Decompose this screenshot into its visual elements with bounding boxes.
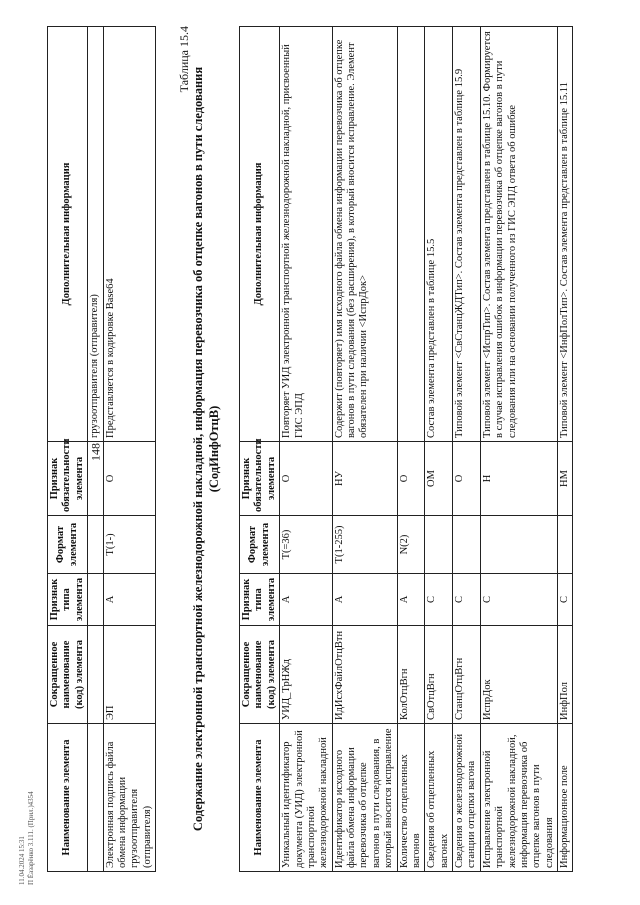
cell-name: Уникальный идентификатор документа (УИД) электронной транспортной железнодорожной накладной — [280, 724, 333, 872]
rotated-page-content — [25, 12, 615, 892]
table-row — [558, 27, 573, 872]
cell-req: Н — [480, 442, 557, 516]
cell-name: Исправление электронной транспортной железнодорожной накладной, информация перевозчика об отцепке вагонов в пути следования — [480, 724, 557, 872]
table-row — [425, 27, 453, 872]
footer-line: 11.04.2024 15:31 — [18, 836, 26, 885]
cell-info — [397, 27, 425, 442]
cell-req: О — [280, 442, 333, 516]
cell-type: С — [558, 574, 573, 626]
cell-type — [88, 574, 103, 626]
cell-info: Представляется в кодировке Base64 — [103, 27, 156, 442]
cell-info: Типовой элемент <ИнфПолТип>. Состав элемента представлен в таблице 15.11 — [558, 27, 573, 442]
table-row — [103, 27, 156, 872]
cell-name: Количество отцепленных вагонов — [397, 724, 425, 872]
cell-type: А — [332, 574, 397, 626]
col-header-type: Признак типа элемента — [48, 574, 88, 626]
table-row — [332, 27, 397, 872]
cell-short: СвОтцВгн — [425, 626, 453, 724]
table-row — [397, 27, 425, 872]
cell-req: НУ — [332, 442, 397, 516]
page-number: 148 — [88, 443, 103, 461]
cell-name: Сведения о железнодорожной станции отцепки вагона — [453, 724, 481, 872]
cell-info: грузоотправителя (отправителя) — [88, 27, 103, 442]
table-row — [280, 27, 333, 872]
cell-info: Содержит (повторяет) имя исходного файла обмена информации перевозчика об отцепке вагонов в пути следования (без расширения), в который вносится исправление. Элемент обязателен при наличии <ИспрДок> — [332, 27, 397, 442]
table-title-line: (СодИнфОтцВ) — [206, 405, 221, 493]
cell-name: Информационное поле — [558, 724, 573, 872]
table-header-row — [240, 27, 280, 872]
continued-table-body — [88, 27, 156, 872]
cell-short — [88, 626, 103, 724]
table-title — [191, 26, 222, 872]
col-header-type: Признак типа элемента — [240, 574, 280, 626]
cell-short: ИдИсхФайлОтцВтн — [332, 626, 397, 724]
col-header-name: Наименование элемента — [240, 724, 280, 872]
cell-short: ИнфПол — [558, 626, 573, 724]
col-header-info: Дополнительная информация — [240, 27, 280, 442]
cell-req: НМ — [558, 442, 573, 516]
cell-format — [88, 516, 103, 574]
table-row — [88, 27, 103, 872]
cell-name: Идентификатор исходного файла обмена информации перевозчика об отцепке вагонов в пути следования, в который вносится исправление — [332, 724, 397, 872]
table-label: Таблица 15.4 — [177, 26, 191, 93]
cell-info: Типовой элемент <СвСтанцЖДТип>. Состав элемента представлен в таблице 15.9 — [453, 27, 481, 442]
content-table-body — [280, 27, 573, 872]
cell-req: О — [397, 442, 425, 516]
cell-name: Сведения об отцепленных вагонах — [425, 724, 453, 872]
cell-type: С — [453, 574, 481, 626]
cell-type: А — [280, 574, 333, 626]
cell-req — [88, 442, 103, 516]
cell-format: N(2) — [397, 516, 425, 574]
cell-format — [558, 516, 573, 574]
table-row — [480, 27, 557, 872]
cell-type: С — [480, 574, 557, 626]
cell-format — [425, 516, 453, 574]
cell-info: Повторяет УИД электронной транспортной железнодорожной накладной, присвоенный ГИС ЭПД — [280, 27, 333, 442]
cell-type: А — [103, 574, 156, 626]
col-header-format: Формат элемента — [240, 516, 280, 574]
continued-table — [47, 26, 156, 872]
cell-name — [88, 724, 103, 872]
col-header-short: Сокращенное наименование (код) элемента — [240, 626, 280, 724]
table-title-line: Содержание электронной транспортной железнодорожной накладной, информация перевозчика об отцепке вагонов в пути следования — [191, 66, 205, 832]
col-header-name: Наименование элемента — [48, 724, 88, 872]
cell-info: Состав элемента представлен в таблице 15.5 — [425, 27, 453, 442]
cell-short: ИспрДок — [480, 626, 557, 724]
col-header-req: Признак обязательности элемента — [240, 442, 280, 516]
cell-format — [453, 516, 481, 574]
cell-short: СтанцОтцВгн — [453, 626, 481, 724]
cell-type: А — [397, 574, 425, 626]
table-row — [453, 27, 481, 872]
col-header-info: Дополнительная информация — [48, 27, 88, 442]
cell-short: КолОтцВгн — [397, 626, 425, 724]
cell-name: Электронная подпись файла обмена информации грузоотправителя (отправителя) — [103, 724, 156, 872]
cell-format — [480, 516, 557, 574]
cell-format: Т(1-255) — [332, 516, 397, 574]
col-header-format: Формат элемента — [48, 516, 88, 574]
cell-info: Типовой элемент <ИспрТип>. Состав элемента представлен в таблице 15.10. Формируется в случае исправления ошибок в информации перевозчика об отцепке вагонов в пути следования или на основании полученного из ГИС ЭПД ответа об ошибке — [480, 27, 557, 442]
cell-req: О — [103, 442, 156, 516]
cell-req: ОМ — [425, 442, 453, 516]
cell-short: ЭП — [103, 626, 156, 724]
cell-req: О — [453, 442, 481, 516]
cell-short: УИД_ТрНЖд — [280, 626, 333, 724]
cell-format: Т(=36) — [280, 516, 333, 574]
footer-line: П Ёазарёнко 3.111. (Прил.)4354 — [27, 791, 36, 885]
col-header-req: Признак обязательности элемента — [48, 442, 88, 516]
footer-stamp — [18, 791, 36, 885]
content-table — [239, 26, 573, 872]
table-header-row — [48, 27, 88, 872]
cell-format: Т(1-) — [103, 516, 156, 574]
cell-type: С — [425, 574, 453, 626]
col-header-short: Сокращенное наименование (код) элемента — [48, 626, 88, 724]
